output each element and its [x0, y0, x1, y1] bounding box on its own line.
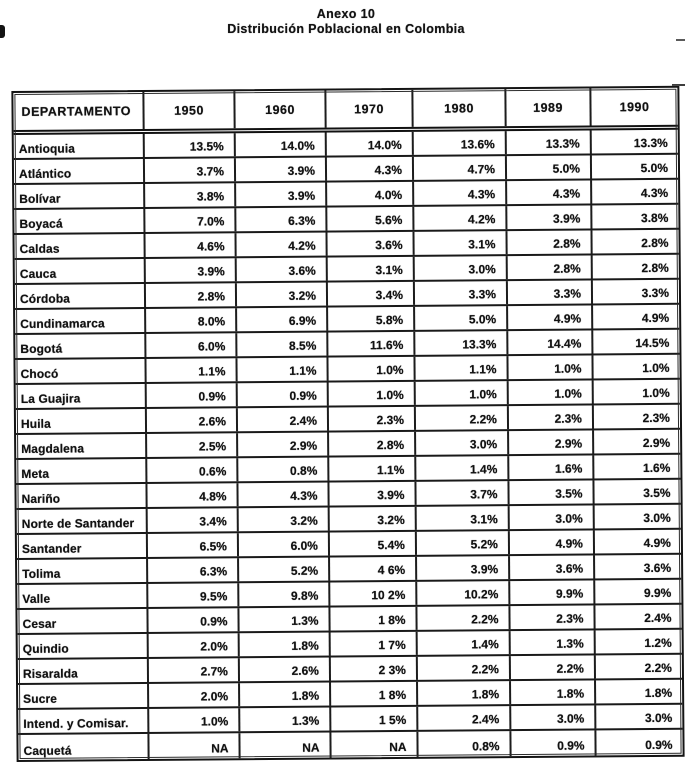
value-cell: 4.3%	[590, 180, 678, 204]
value-cell: 1.0%	[414, 381, 507, 405]
year-column-header-1990: 1990	[589, 88, 677, 126]
value-cell: 4.3%	[236, 483, 327, 507]
value-cell: 3.7%	[143, 158, 234, 182]
department-name: Cundinamarca	[20, 316, 105, 331]
value-cell: 14.4%	[506, 330, 591, 354]
value-cell: 3.6%	[325, 232, 412, 256]
value-cell: 2.6%	[238, 658, 329, 682]
value-cell: 3.9%	[415, 556, 508, 580]
table-row	[18, 730, 682, 760]
value-cell: 13.3%	[505, 130, 590, 154]
value-cell: 6.5%	[146, 533, 237, 557]
table-body	[14, 130, 683, 760]
value-cell: 2.8%	[590, 230, 678, 254]
value-cell: 8.5%	[235, 333, 326, 357]
value-cell: 3.2%	[328, 507, 415, 531]
value-cell: NA	[329, 732, 416, 758]
value-cell: 1.0%	[506, 355, 591, 379]
value-cell: 4.0%	[325, 182, 412, 206]
value-cell: 1.1%	[144, 358, 235, 382]
value-cell: 4.3%	[412, 181, 505, 205]
department-name: Córdoba	[19, 291, 71, 306]
value-cell: 4.2%	[234, 233, 325, 257]
value-cell: 8.0%	[144, 308, 235, 332]
value-cell: 3.1%	[326, 257, 413, 281]
value-cell: 2.2%	[594, 655, 682, 679]
value-cell: 0.9%	[236, 383, 327, 407]
value-cell: 13.6%	[412, 131, 505, 155]
value-cell: 3.3%	[591, 280, 679, 304]
value-cell: 5.4%	[328, 532, 415, 556]
value-cell: 1.0%	[592, 380, 680, 404]
value-cell: 1.0%	[591, 355, 679, 379]
value-cell: 5.6%	[325, 207, 412, 231]
value-cell: 6.3%	[146, 558, 237, 582]
value-cell: 1.8%	[416, 681, 509, 705]
value-cell: 1.4%	[416, 631, 509, 655]
value-cell: 2.2%	[509, 655, 594, 679]
value-cell: 2.8%	[327, 432, 414, 456]
value-cell: NA	[147, 733, 238, 759]
value-cell: 3.9%	[327, 482, 414, 506]
document-title	[10, 7, 682, 37]
value-cell: 5.0%	[590, 155, 678, 179]
department-name: Intend. y Comisar.	[23, 716, 129, 731]
department-name: Cauca	[19, 266, 57, 281]
value-cell: 0.9%	[146, 608, 237, 632]
value-cell: NA	[238, 733, 329, 759]
value-cell: 1 7%	[329, 632, 416, 656]
value-cell: 1.6%	[592, 455, 680, 479]
value-cell: 2.8%	[144, 283, 235, 307]
value-cell: 13.5%	[143, 133, 234, 157]
value-cell: 4.9%	[591, 305, 679, 329]
value-cell: 0.9%	[509, 730, 594, 756]
value-cell: 0.6%	[145, 458, 236, 482]
value-cell: 3.4%	[146, 508, 237, 532]
value-cell: 3.3%	[413, 281, 506, 305]
year-column-header-1989: 1989	[504, 88, 589, 126]
value-cell: 1.2%	[594, 630, 682, 654]
value-cell: 3.5%	[507, 480, 592, 504]
value-cell: 3.4%	[326, 282, 413, 306]
value-cell: 3.3%	[506, 280, 591, 304]
value-cell: 1.1%	[413, 356, 506, 380]
value-cell: 4.6%	[143, 233, 234, 257]
value-cell: 10 2%	[328, 582, 415, 606]
value-cell: 13.3%	[590, 130, 678, 154]
department-name: Valle	[22, 591, 51, 606]
value-cell: 2.3%	[508, 605, 593, 629]
value-cell: 2.9%	[592, 430, 680, 454]
department-name: Norte de Santander	[21, 516, 135, 531]
department-column-header: DEPARTAMENTO	[21, 103, 132, 119]
value-cell: 4.9%	[593, 530, 681, 554]
department-name: Risaralda	[22, 666, 78, 681]
value-cell: 3.8%	[590, 205, 678, 229]
value-cell: 3.9%	[505, 205, 590, 229]
value-cell: 5.8%	[326, 307, 413, 331]
department-name: Cesar	[22, 616, 57, 631]
department-name: Caldas	[19, 241, 60, 256]
value-cell: 3.1%	[415, 506, 508, 530]
value-cell: 6.0%	[237, 533, 328, 557]
department-name: Nariño	[21, 491, 61, 506]
value-cell: 3.0%	[593, 505, 681, 529]
value-cell: 2.3%	[327, 407, 414, 431]
value-cell: 1.0%	[507, 380, 592, 404]
value-cell: 2.9%	[236, 433, 327, 457]
value-cell: 3.6%	[593, 555, 681, 579]
department-name: Magdalena	[21, 441, 85, 456]
value-cell: 3.5%	[592, 480, 680, 504]
value-cell: 1.6%	[507, 455, 592, 479]
value-cell: 5.0%	[413, 306, 506, 330]
department-name: Boyacá	[19, 216, 63, 231]
department-name: Caquetá	[23, 743, 72, 758]
value-cell: 10.2%	[415, 581, 508, 605]
value-cell: 2.5%	[145, 433, 236, 457]
value-cell: 3.0%	[508, 505, 593, 529]
year-column-header-1950: 1950	[142, 91, 233, 129]
scan-dash-mark	[676, 39, 685, 41]
value-cell: 5.2%	[237, 558, 328, 582]
value-cell: 3.9%	[234, 183, 325, 207]
value-cell: 2.8%	[591, 255, 679, 279]
value-cell: 3.8%	[143, 183, 234, 207]
value-cell: 1.1%	[235, 358, 326, 382]
value-cell: 14.0%	[325, 132, 412, 156]
value-cell: 9.8%	[237, 583, 328, 607]
value-cell: 9.5%	[146, 583, 237, 607]
value-cell: 9.9%	[593, 580, 681, 604]
value-cell: 4.2%	[412, 206, 505, 230]
value-cell: 4.9%	[508, 530, 593, 554]
value-cell: 0.9%	[594, 730, 682, 756]
value-cell: 1.3%	[509, 630, 594, 654]
value-cell: 2.7%	[147, 658, 238, 682]
department-name: Atlántico	[18, 166, 72, 181]
value-cell: 1.4%	[414, 456, 507, 480]
value-cell: 14.0%	[234, 133, 325, 157]
value-cell: 3.0%	[594, 705, 682, 729]
value-cell: 2.4%	[236, 408, 327, 432]
value-cell: 4 6%	[328, 557, 415, 581]
value-cell: 1 8%	[329, 682, 416, 706]
value-cell: 3.9%	[234, 158, 325, 182]
value-cell: 5.0%	[505, 155, 590, 179]
value-cell: 5.2%	[415, 531, 508, 555]
value-cell: 1.8%	[238, 633, 329, 657]
value-cell: 4.3%	[325, 157, 412, 181]
value-cell: 1.3%	[237, 608, 328, 632]
value-cell: 3.1%	[412, 231, 505, 255]
value-cell: 1 5%	[329, 707, 416, 731]
value-cell: 1.0%	[147, 708, 238, 732]
value-cell: 3.6%	[235, 258, 326, 282]
value-cell: 4.9%	[506, 305, 591, 329]
value-cell: 14.5%	[591, 330, 679, 354]
department-name: Chocó	[20, 366, 59, 381]
value-cell: 2.0%	[147, 683, 238, 707]
value-cell: 1.8%	[594, 680, 682, 704]
value-cell: 2.4%	[416, 706, 509, 730]
value-cell: 1.0%	[326, 357, 413, 381]
value-cell: 9.9%	[508, 580, 593, 604]
department-name: Huila	[20, 416, 51, 431]
value-cell: 2.8%	[505, 230, 590, 254]
value-cell: 4.3%	[505, 180, 590, 204]
department-name: Meta	[21, 466, 50, 481]
value-cell: 0.8%	[236, 458, 327, 482]
value-cell: 2.0%	[147, 633, 238, 657]
value-cell: 4.7%	[412, 156, 505, 180]
value-cell: 7.0%	[143, 208, 234, 232]
value-cell: 3.2%	[235, 283, 326, 307]
department-name: Bolívar	[19, 191, 61, 206]
table-header-row	[13, 88, 677, 135]
value-cell: 1 8%	[328, 607, 415, 631]
value-cell: 0.9%	[145, 383, 236, 407]
value-cell: 11.6%	[326, 332, 413, 356]
department-name: Sucre	[23, 691, 58, 706]
year-column-header-1960: 1960	[233, 91, 324, 129]
year-column-header-1980: 1980	[411, 89, 504, 127]
value-cell: 3.7%	[414, 481, 507, 505]
value-cell: 1.8%	[238, 683, 329, 707]
value-cell: 2.2%	[414, 406, 507, 430]
value-cell: 6.9%	[235, 308, 326, 332]
value-cell: 2.6%	[145, 408, 236, 432]
department-name: Santander	[21, 541, 82, 556]
value-cell: 2.3%	[507, 405, 592, 429]
value-cell: 3.0%	[414, 431, 507, 455]
value-cell: 2.9%	[507, 430, 592, 454]
value-cell: 13.3%	[413, 331, 506, 355]
department-name: Antioquia	[18, 141, 76, 156]
population-distribution-table	[11, 86, 684, 762]
value-cell: 3.9%	[144, 258, 235, 282]
value-cell: 1.8%	[509, 680, 594, 704]
year-column-header-1970: 1970	[324, 90, 411, 128]
value-cell: 6.3%	[234, 208, 325, 232]
department-name: Tolima	[22, 566, 61, 581]
value-cell: 3.0%	[413, 256, 506, 280]
value-cell: 2.8%	[506, 255, 591, 279]
value-cell: 1.3%	[238, 708, 329, 732]
value-cell: 2.3%	[592, 405, 680, 429]
department-name: Quindio	[22, 641, 69, 656]
value-cell: 1.0%	[327, 382, 414, 406]
title-subject-line: Distribución Poblacional en Colombia	[227, 22, 465, 36]
value-cell: 2.2%	[416, 656, 509, 680]
department-name: Bogotá	[20, 341, 63, 356]
value-cell: 4.8%	[145, 483, 236, 507]
value-cell: 3.6%	[508, 555, 593, 579]
value-cell: 3.2%	[237, 508, 328, 532]
value-cell: 2.2%	[415, 606, 508, 630]
value-cell: 2.4%	[593, 605, 681, 629]
scan-edge-mark	[0, 25, 5, 38]
title-annex-line: Anexo 10	[316, 7, 376, 21]
department-name: La Guajira	[20, 391, 81, 406]
value-cell: 6.0%	[144, 333, 235, 357]
value-cell: 0.8%	[416, 731, 509, 757]
value-cell: 1.1%	[327, 457, 414, 481]
value-cell: 2 3%	[329, 657, 416, 681]
value-cell: 3.0%	[509, 705, 594, 729]
